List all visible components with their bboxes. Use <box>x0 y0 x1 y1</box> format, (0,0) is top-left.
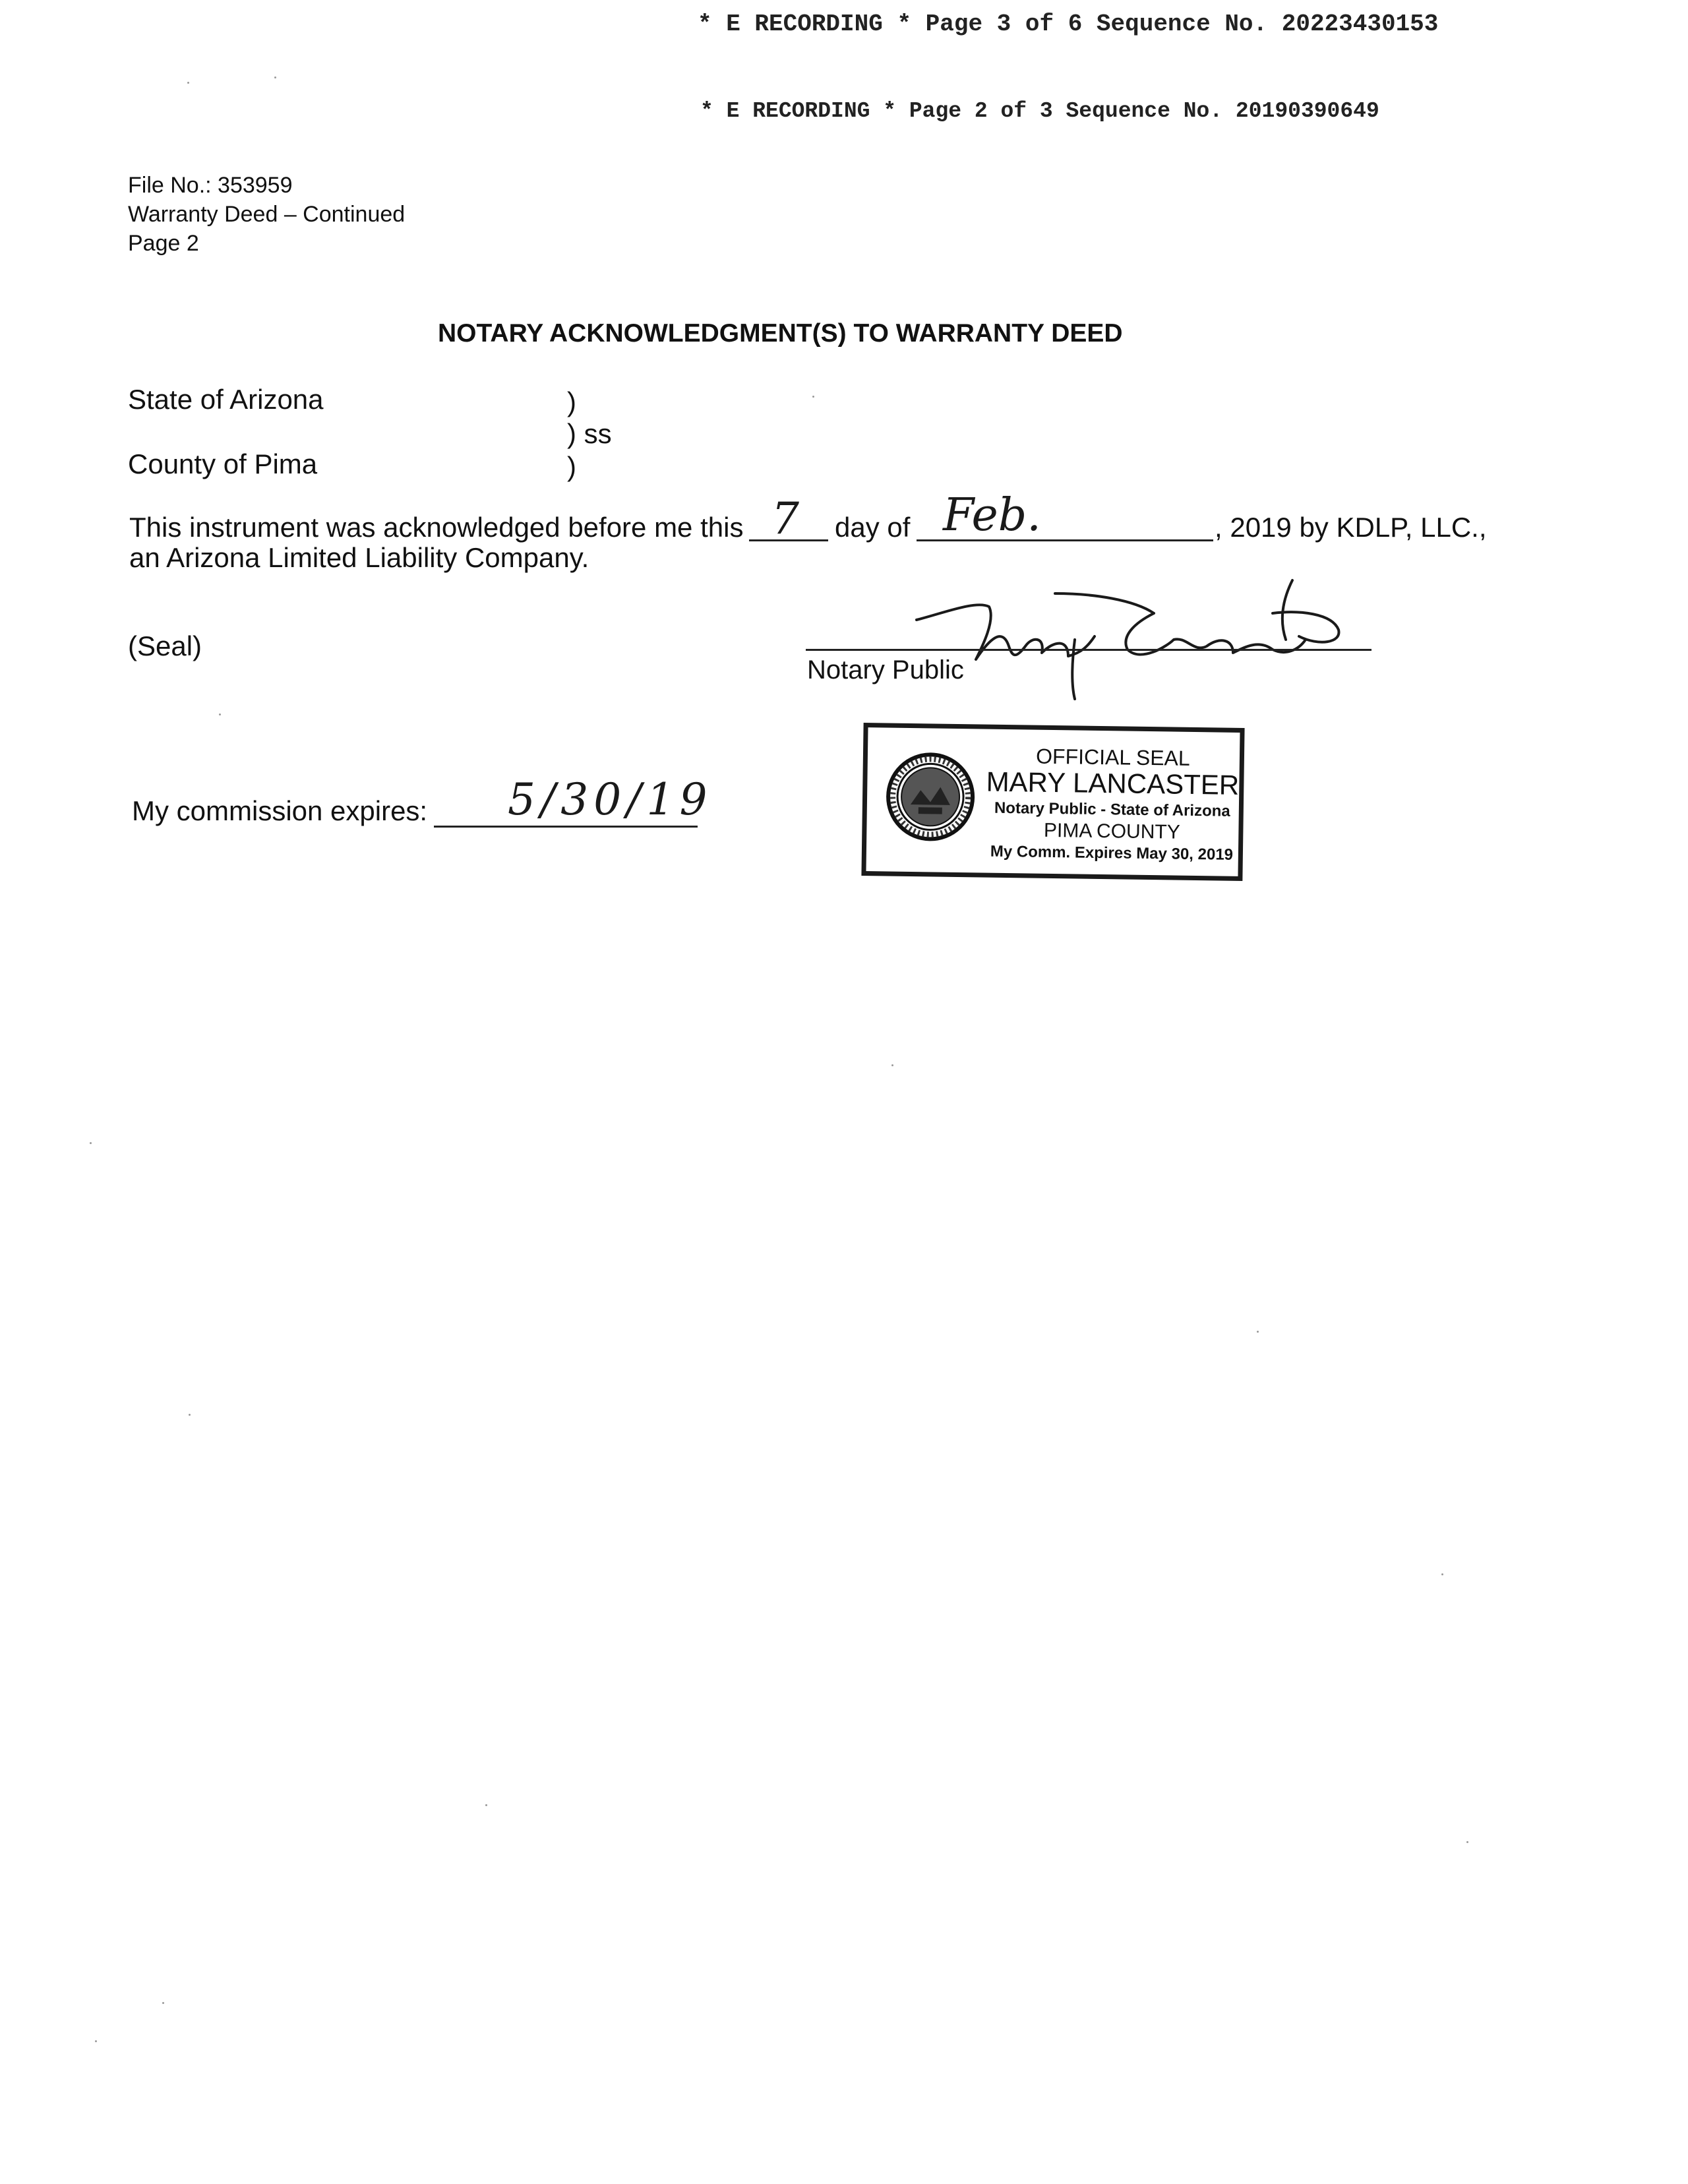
scan-speck <box>1257 1331 1259 1333</box>
seal-expiration: My Comm. Expires May 30, 2019 <box>990 842 1234 864</box>
venue-ss: ) ss <box>567 418 612 449</box>
scan-speck <box>1466 1841 1468 1843</box>
seal-title: OFFICIAL SEAL <box>1035 744 1190 770</box>
seal-notary-name: MARY LANCASTER <box>986 766 1240 801</box>
scan-speck <box>187 82 189 84</box>
scan-speck <box>219 713 221 715</box>
page-number: Page 2 <box>128 231 199 256</box>
recording-stamp-primary: * E RECORDING * Page 3 of 6 Sequence No. 20223430153 <box>698 11 1439 38</box>
ack-day-handwritten: 7 <box>771 493 799 544</box>
ack-month-handwritten: Feb. <box>943 489 1041 541</box>
scan-speck <box>274 76 276 78</box>
document-title: NOTARY ACKNOWLEDGMENT(S) TO WARRANTY DEED <box>438 319 1123 348</box>
document-type: Warranty Deed – Continued <box>128 202 406 227</box>
notary-signature-line <box>806 649 1372 651</box>
scan-speck <box>189 1414 191 1416</box>
arizona-state-seal-emblem <box>884 750 977 843</box>
venue-paren-top: ) <box>567 386 576 417</box>
venue-paren-bottom: ) <box>567 451 576 482</box>
scan-speck <box>891 1064 893 1066</box>
scan-speck <box>95 2040 97 2042</box>
ack-suffix: , 2019 by KDLP, LLC., <box>1215 512 1487 543</box>
seal-label: (Seal) <box>128 630 202 661</box>
official-seal-stamp <box>861 723 1244 881</box>
scan-speck <box>485 1804 487 1806</box>
scan-speck <box>812 396 814 398</box>
commission-label: My commission expires: <box>132 795 428 826</box>
commission-blank-line <box>434 826 698 828</box>
file-number: File No.: 353959 <box>128 173 293 198</box>
commission-value-handwritten: 5/30/19 <box>508 774 713 825</box>
ack-line2: an Arizona Limited Liability Company. <box>129 542 589 573</box>
recording-stamp-secondary: * E RECORDING * Page 2 of 3 Sequence No. 20190390649 <box>700 99 1379 123</box>
venue-state: State of Arizona <box>128 384 324 415</box>
ack-prefix: This instrument was acknowledged before me this <box>129 512 744 543</box>
ack-day-of: day of <box>835 512 911 543</box>
venue-county: County of Pima <box>128 448 318 479</box>
scan-speck <box>1441 1573 1443 1575</box>
notary-label: Notary Public <box>807 655 964 684</box>
scan-speck <box>162 2002 164 2004</box>
seal-notary-role: Notary Public - State of Arizona <box>994 799 1230 820</box>
scan-speck <box>90 1142 92 1144</box>
seal-county: PIMA COUNTY <box>1043 819 1180 843</box>
notary-signature <box>903 574 1365 706</box>
